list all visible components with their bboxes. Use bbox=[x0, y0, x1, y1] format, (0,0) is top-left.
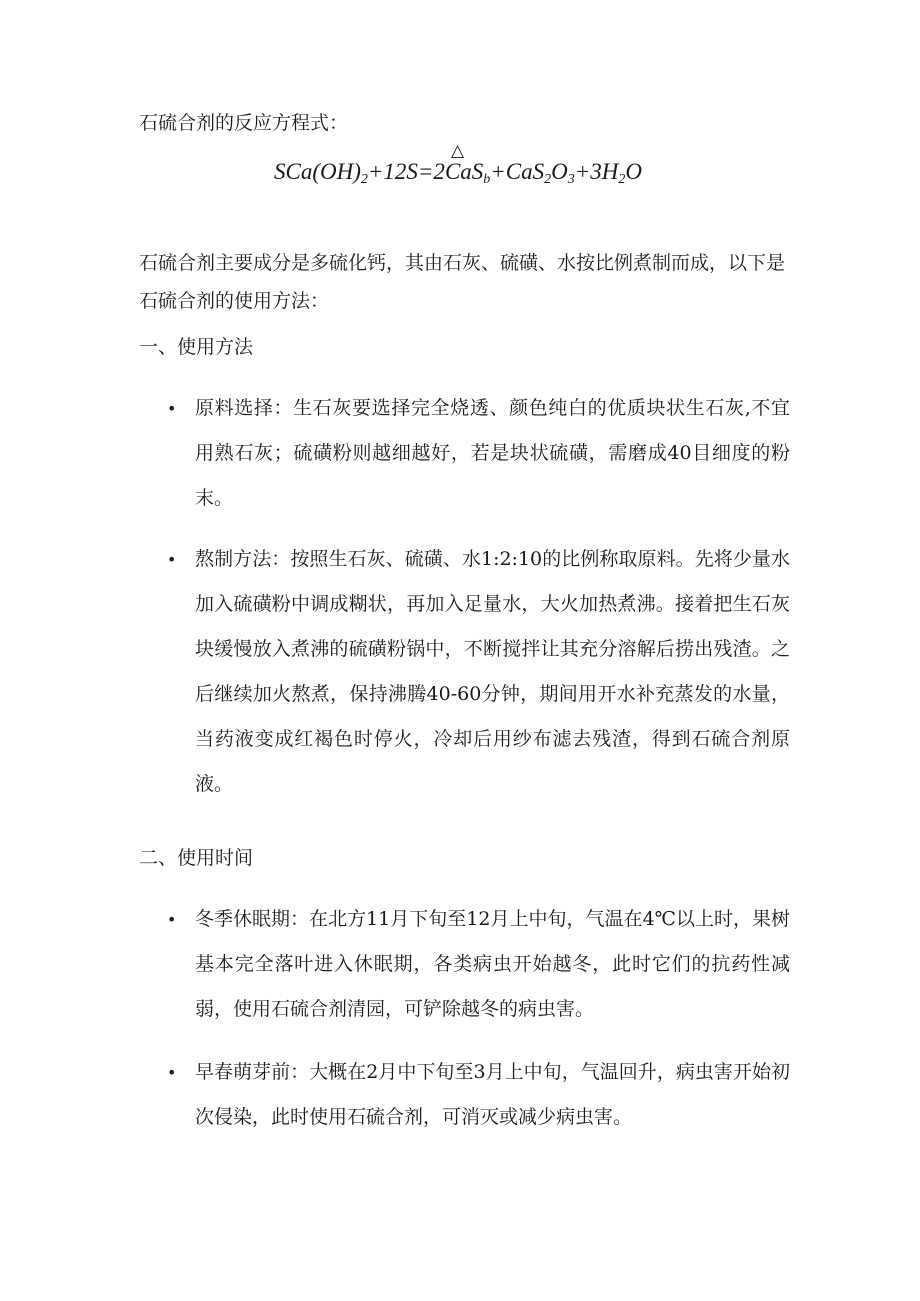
chemical-equation bbox=[274, 140, 694, 200]
equation-intro: 石硫合剂的反应方程式： bbox=[139, 112, 349, 134]
eq-term-water-end: O bbox=[625, 159, 643, 184]
eq-term-sulfur: +12S=2 bbox=[367, 159, 445, 184]
eq-sub: 2 bbox=[544, 172, 552, 187]
eq-sub: 3 bbox=[567, 172, 575, 187]
list-item-text: 原料选择：生石灰要选择完全烧透、颜色纯白的优质块状生石灰,不宜用熟石灰；硫磺粉则越细越好，若是块状硫磺，需磨成40目细度的粉末。 bbox=[195, 397, 790, 509]
bullet-icon: • bbox=[167, 399, 177, 418]
eq-term-polysulfide: CaS bbox=[444, 159, 484, 184]
list-item-text: 冬季休眠期：在北方11月下旬至12月上中旬，气温在4℃以上时，果树基本完全落叶进入休眠期，各类病虫开始越冬，此时它们的抗药性减弱，使用石硫合剂清园，可铲除越冬的病虫害。 bbox=[195, 908, 790, 1020]
list-item-text: 熬制方法：按照生石灰、硫磺、水1:2:10的比例称取原料。先将少量水加入硫磺粉中调成糊状，再加入足量水，大火加热煮沸。接着把生石灰块缓慢放入煮沸的硫磺粉锅中，不断搅拌让其充分溶解后捞出残渣。之后继续加火熬煮，保持沸腾40-60分钟，期间用开水补充蒸发的水量，当药液变成红褐色时停火，冷却后用纱布滤去残渣，得到石硫合剂原液。 bbox=[195, 548, 790, 795]
eq-term-water: +3H bbox=[574, 159, 619, 184]
summary-paragraph: 石硫合剂主要成分是多硫化钙，其由石灰、硫磺、水按比例煮制而成，以下是石硫合剂的使用方法： bbox=[139, 252, 786, 312]
eq-sub: b bbox=[483, 172, 491, 187]
eq-term-lime: SCa(OH) bbox=[274, 159, 361, 184]
section-heading-timing: 二、使用时间 bbox=[139, 847, 254, 869]
eq-term-oxygen: O bbox=[551, 159, 568, 184]
bullet-icon: • bbox=[167, 1063, 177, 1082]
equation-line bbox=[274, 157, 642, 195]
eq-term-thiosulfate: +CaS bbox=[490, 159, 545, 184]
bullet-icon: • bbox=[167, 910, 177, 929]
heating-condition-symbol: △ bbox=[451, 141, 465, 161]
section-heading-method: 一、使用方法 bbox=[139, 336, 254, 358]
list-item-text: 早春萌芽前：大概在2月中下旬至3月上中旬，气温回升，病虫害开始初次侵染，此时使用石硫合剂，可消灭或减少病虫害。 bbox=[195, 1061, 790, 1128]
bullet-icon: • bbox=[167, 550, 177, 569]
eq-sub: 2 bbox=[360, 172, 368, 187]
eq-sub: 2 bbox=[618, 172, 626, 187]
